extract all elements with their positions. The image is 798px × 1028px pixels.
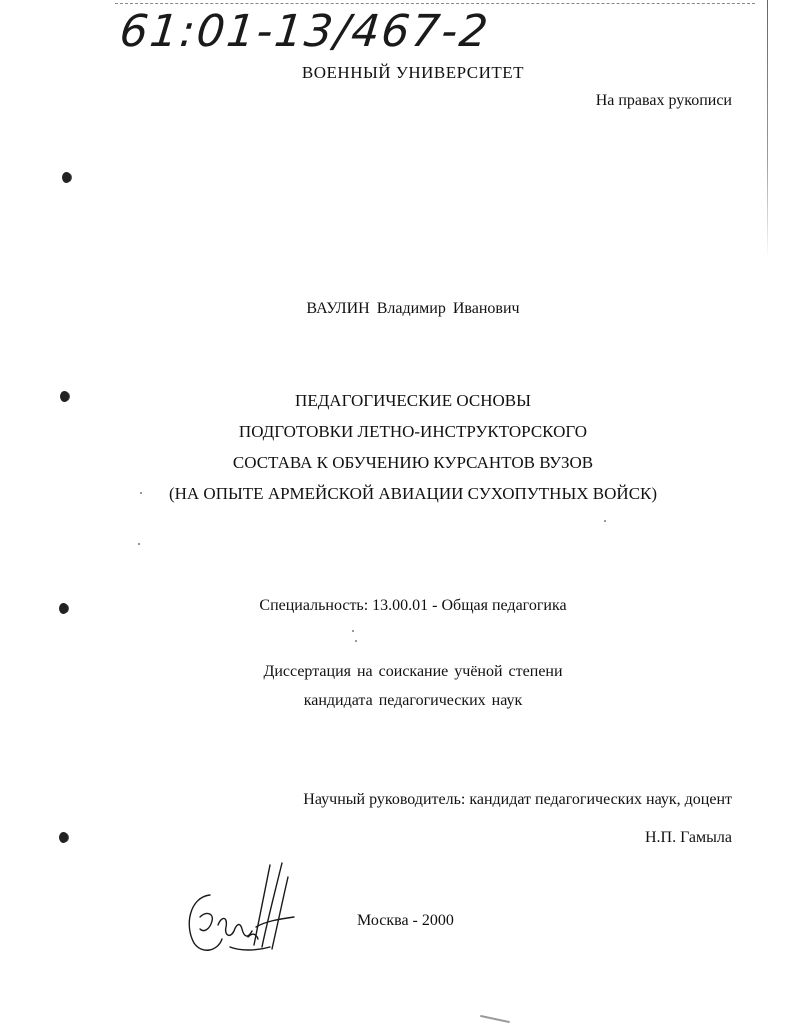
city-and-year: Москва - 2000: [357, 912, 454, 929]
title-line: (НА ОПЫТЕ АРМЕЙСКОЙ АВИАЦИИ СУХОПУТНЫХ ВОЙСК): [168, 484, 658, 503]
scan-streak: [480, 1015, 510, 1023]
binder-hole-mark: [59, 603, 68, 614]
scan-speck: [352, 630, 354, 632]
scan-edge-right: [767, 0, 768, 260]
degree-statement: [0, 657, 798, 715]
title-line: ПОДГОТОВКИ ЛЕТНО-ИНСТРУКТОРСКОГО: [238, 422, 588, 441]
binder-hole-mark: [62, 172, 71, 183]
degree-line: кандидата педагогических наук: [303, 692, 523, 709]
handwritten-signature: [170, 855, 310, 965]
scan-speck: [140, 492, 142, 494]
title-line: ПЕДАГОГИЧЕСКИЕ ОСНОВЫ: [295, 391, 531, 410]
degree-line: Диссертация на соискание учёной степени: [263, 663, 563, 680]
binder-hole-mark: [60, 391, 69, 402]
manuscript-rights-note: На правах рукописи: [595, 92, 732, 109]
supervisor-label: Научный руководитель: кандидат педагогических наук, доцент: [303, 791, 732, 808]
supervisor-name: Н.П. Гамыла: [644, 829, 732, 846]
dissertation-title: [0, 385, 798, 509]
scan-speck: [138, 543, 140, 545]
scan-edge-top: [115, 3, 755, 4]
university-name: ВОЕННЫЙ УНИВЕРСИТЕТ: [301, 63, 525, 82]
scan-speck: [604, 520, 606, 522]
scan-speck: [355, 640, 357, 642]
binder-hole-mark: [59, 832, 68, 843]
author-name: ВАУЛИН Владимир Иванович: [306, 300, 520, 317]
handwritten-archive-number: 61:01-13/467-2: [117, 6, 493, 57]
title-line: СОСТАВА К ОБУЧЕНИЮ КУРСАНТОВ ВУЗОВ: [232, 453, 594, 472]
speciality: Специальность: 13.00.01 - Общая педагогика: [259, 597, 567, 614]
